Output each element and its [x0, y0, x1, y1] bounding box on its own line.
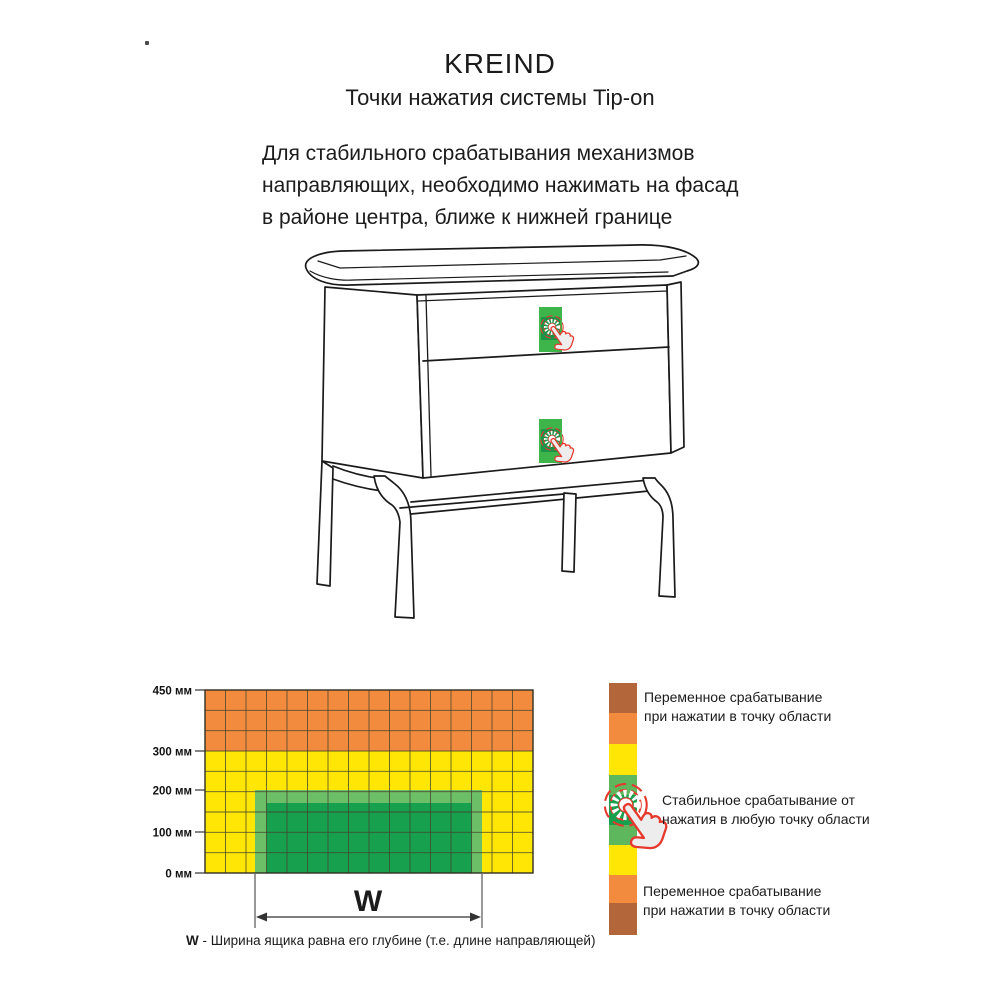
legend-segment [609, 683, 637, 713]
leg-front-right [643, 478, 675, 597]
legend-item-variable-top [644, 688, 831, 726]
legend-line: Переменное срабатывание [643, 883, 822, 899]
nightstand-illustration [230, 240, 750, 640]
caption-text: - Ширина ящика равна его глубине (т.е. длине направляющей) [198, 933, 596, 948]
stray-mark [145, 41, 149, 45]
arrow-head-right [470, 913, 481, 922]
axis-label-0: 0 мм [165, 868, 192, 881]
legend-line: при нажатии в точку области [643, 902, 831, 918]
leg-back-left [317, 461, 333, 586]
page-subtitle: Точки нажатия системы Tip-on [345, 85, 655, 110]
axis-label-100: 100 мм [152, 827, 192, 840]
page-title: KREIND [444, 48, 556, 79]
grid-caption [186, 933, 595, 948]
legend-segment [609, 713, 637, 744]
axis-label-300: 300 мм [152, 746, 192, 759]
legend-segment [609, 903, 637, 935]
legend-line: Переменное срабатывание [644, 689, 823, 705]
axis-ticks [195, 690, 205, 873]
legend-press-hand [592, 771, 670, 854]
caption-width-symbol: W [186, 933, 199, 948]
width-symbol: W [353, 885, 383, 918]
legend-line: при нажатии в точку области [644, 708, 832, 724]
front-rail [411, 480, 649, 502]
axis-label-200: 200 мм [152, 785, 192, 798]
right-stile [667, 282, 684, 453]
legend-item-stable [662, 791, 870, 829]
description-text [262, 138, 782, 234]
legend-line: нажатия в любую точку области [662, 811, 870, 827]
front-rail-lower [411, 491, 649, 514]
legend-item-variable-bottom [643, 882, 830, 920]
legend-line: Стабильное срабатывание от [662, 792, 856, 808]
press-zone-grid [148, 680, 552, 935]
legend-segment [609, 875, 637, 903]
axis-label-450: 450 мм [152, 685, 192, 698]
arrow-head-left [256, 913, 267, 922]
description-line: Для стабильного срабатывания механизмов [262, 142, 695, 165]
leg-back-right [562, 493, 576, 572]
leg-front-left [374, 476, 414, 618]
description-line: в районе центра, ближе к нижней границе [262, 206, 673, 229]
description-line: направляющих, необходимо нажимать на фасад [262, 174, 739, 197]
nightstand-top [306, 245, 699, 285]
side-panel [322, 287, 423, 478]
